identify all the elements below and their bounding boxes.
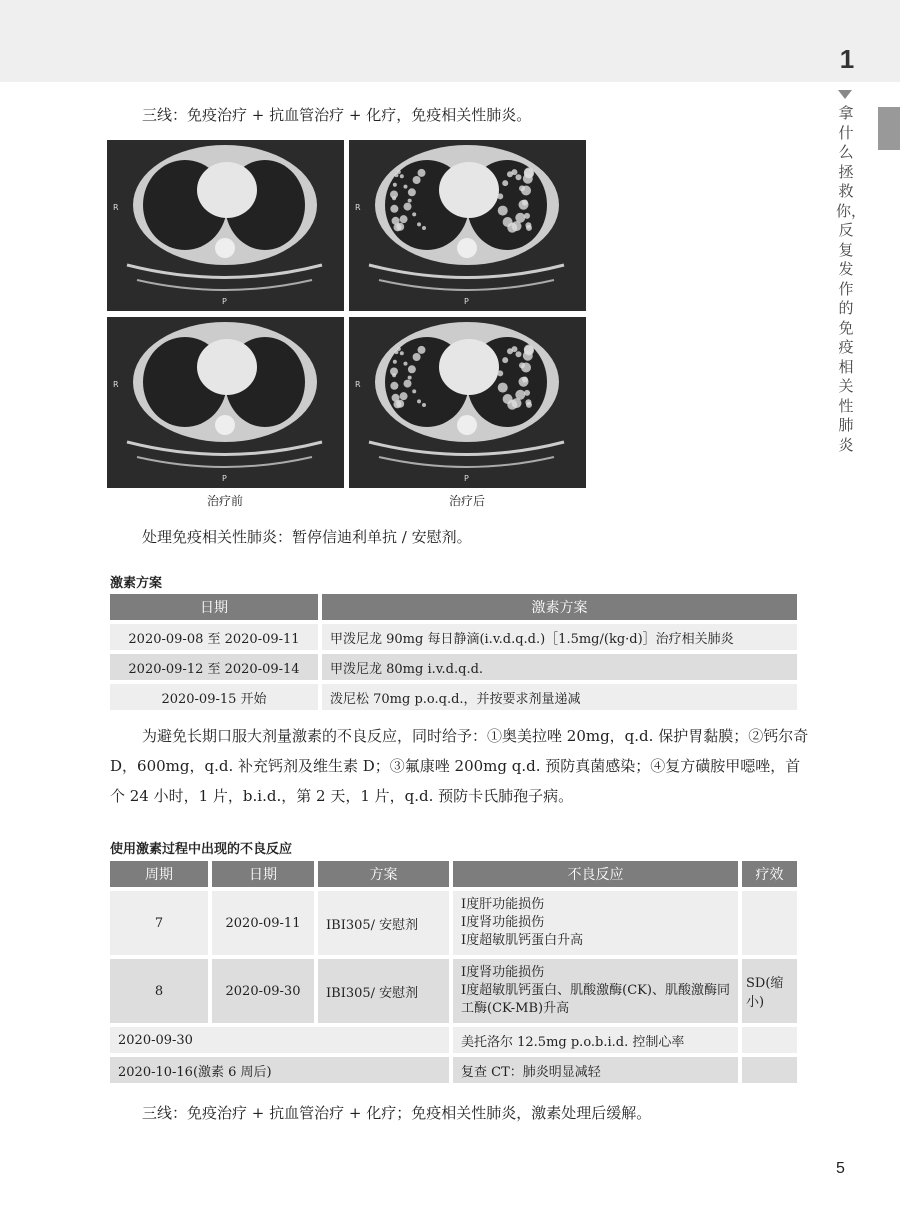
cell-cycle: 8 (110, 959, 208, 1023)
svg-text:R: R (355, 203, 361, 212)
table-row (110, 1027, 797, 1053)
svg-text:R: R (355, 380, 361, 389)
cell-date: 2020-09-12 至 2020-09-14 (110, 654, 318, 680)
cell-date: 2020-09-11 (212, 891, 314, 955)
steroid-table-title: 激素方案 (110, 576, 163, 591)
cell-regimen: 泼尼松 70mg p.o.q.d.，并按要求剂量递减 (322, 684, 797, 710)
cell-reactions (453, 891, 738, 955)
svg-text:P: P (464, 297, 469, 306)
caption-after: 治疗后 (448, 494, 485, 508)
header-reaction: 不良反应 (453, 861, 738, 887)
cell-note: 复查 CT：肺炎明显减轻 (453, 1057, 738, 1083)
page-number: 5 (836, 1160, 845, 1177)
cell-date: 2020-09-08 至 2020-09-11 (110, 624, 318, 650)
caption-before: 治疗前 (206, 494, 243, 508)
triangle-icon (838, 90, 852, 99)
header-date: 日期 (212, 861, 314, 887)
table-row (110, 891, 797, 955)
chapter-tab (878, 107, 900, 150)
reaction: Ⅰ度超敏肌钙蛋白、肌酸激酶(CK)、肌酸激酶同工酶(CK-MB)升高 (461, 983, 730, 1016)
chapter-number: 1 (839, 44, 855, 74)
header-cycle: 周期 (110, 861, 208, 887)
table-row (110, 624, 797, 650)
ct-image-before-2 (107, 317, 344, 488)
header-efficacy: 疗效 (742, 861, 797, 887)
cell-note: 美托洛尔 12.5mg p.o.b.i.d. 控制心率 (453, 1027, 738, 1053)
adverse-table (106, 857, 801, 1087)
ct-image-before-1 (107, 140, 344, 311)
intro-text: 三线：免疫治疗 + 抗血管治疗 + 化疗，免疫相关性肺炎。 (142, 106, 532, 124)
cell-regimen: IBI305/ 安慰剂 (318, 959, 449, 1023)
cell-cycle: 7 (110, 891, 208, 955)
cell-regimen: IBI305/ 安慰剂 (318, 891, 449, 955)
header-regimen: 激素方案 (322, 594, 797, 620)
table-row (110, 684, 797, 710)
conclusion-text: 三线：免疫治疗 + 抗血管治疗 + 化疗；免疫相关性肺炎，激素处理后缓解。 (142, 1104, 652, 1122)
treatment-text: 处理免疫相关性肺炎：暂停信迪利单抗 / 安慰剂。 (142, 528, 472, 546)
reaction: Ⅰ度超敏肌钙蛋白升高 (461, 933, 584, 948)
adverse-table-title: 使用激素过程中出现的不良反应 (110, 842, 293, 857)
svg-text:P: P (222, 474, 227, 483)
cell-regimen: 甲泼尼龙 90mg 每日静滴(i.v.d.q.d.)［1.5mg/(kg·d)］治疗相关肺炎 (322, 624, 797, 650)
ct-image-after-2 (349, 317, 586, 488)
cell-date: 2020-09-15 开始 (110, 684, 318, 710)
cell-efficacy (742, 891, 797, 955)
svg-text:P: P (464, 474, 469, 483)
svg-text:P: P (222, 297, 227, 306)
cell-date: 2020-09-30 (110, 1027, 449, 1053)
header-regimen: 方案 (318, 861, 449, 887)
chapter-side-title: 拿什么拯救你，反复发作的免疫相关性肺炎 (836, 104, 867, 454)
cell-efficacy: SD(缩小) (742, 959, 797, 1023)
svg-text:R: R (113, 203, 119, 212)
header-band (0, 0, 900, 82)
reaction: Ⅰ度肾功能损伤 (461, 915, 545, 930)
reaction: Ⅰ度肝功能损伤 (461, 897, 545, 912)
cell-date: 2020-10-16(激素 6 周后) (110, 1057, 449, 1083)
table-row (110, 959, 797, 1023)
header-date: 日期 (110, 594, 318, 620)
side-effect-text: 为避免长期口服大剂量激素的不良反应，同时给予：①奥美拉唑 20mg，q.d. 保护胃黏膜；②钙尔奇 D，600mg，q.d. 补充钙剂及维生素 D；③氟康唑 200mg q.d. 预防真菌感染；④复方磺胺甲噁唑，首个 24 小时，1 片，b.i.d.，第 2 天，1 片，q.d. 预防卡氏肺孢子病。 (110, 727, 809, 805)
table-row (110, 1057, 797, 1083)
cell-regimen: 甲泼尼龙 80mg i.v.d.q.d. (322, 654, 797, 680)
steroid-table (106, 590, 801, 714)
svg-text:R: R (113, 380, 119, 389)
ct-image-after-1 (349, 140, 586, 311)
cell-reactions (453, 959, 738, 1023)
table-row (110, 654, 797, 680)
cell-date: 2020-09-30 (212, 959, 314, 1023)
reaction: Ⅰ度肾功能损伤 (461, 965, 545, 980)
